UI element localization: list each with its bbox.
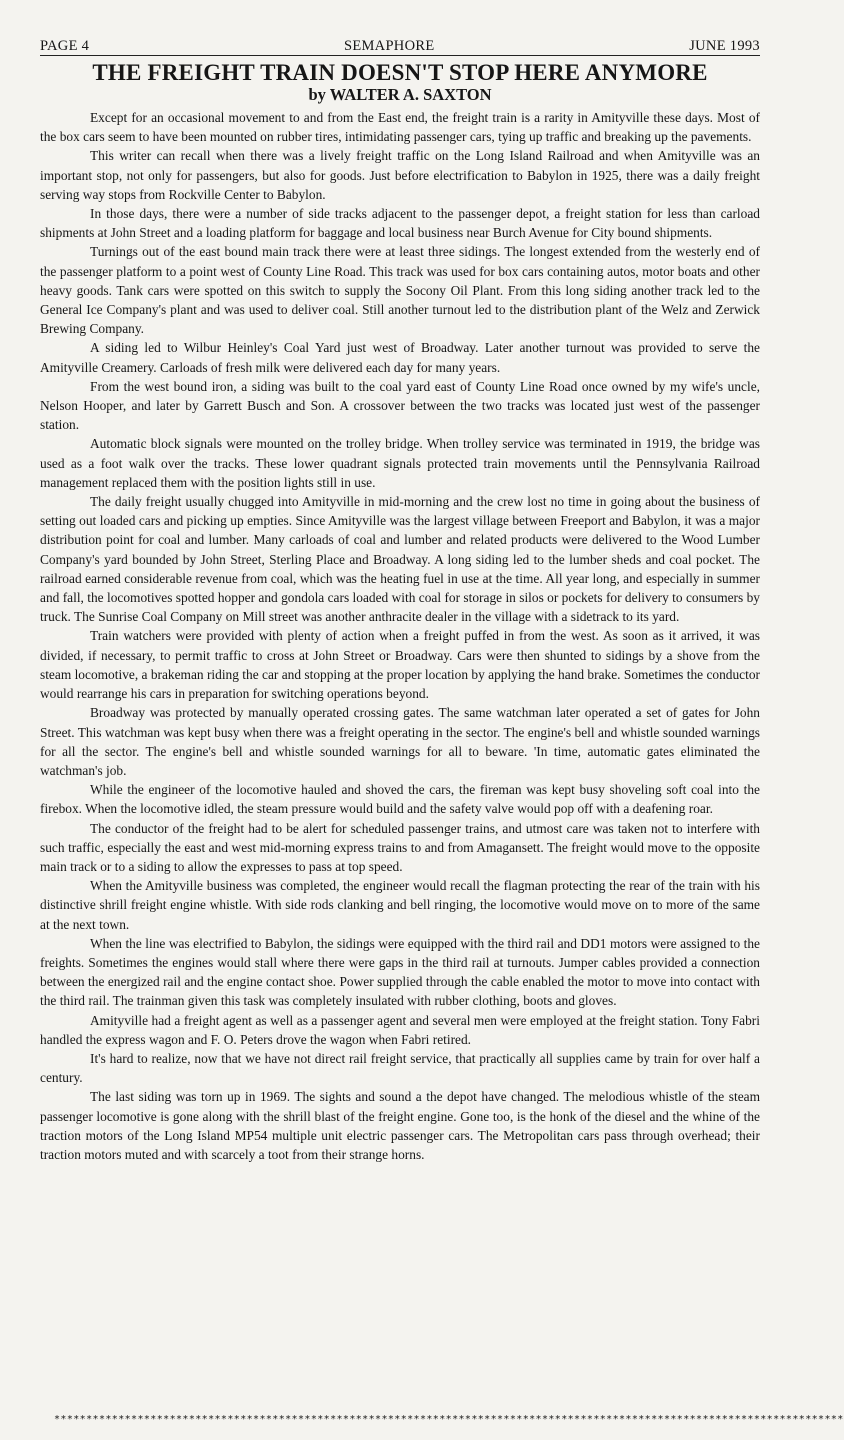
paragraph: Turnings out of the east bound main track there were at least three sidings. The longest extended from the westerly end of the passenger platform to a point west of County Line Road. This track was used for box cars containing autos, motor boats and other heavy goods. Tank cars were spotted on this switch to supply the Socony Oil Plant. From this long siding another track led to the General Ice Company's plant and was used to deliver coal. Still another turnout led to the distribution plant of the Welz and Zerwick Brewing Company. <box>40 244 760 337</box>
paragraph: When the Amityville business was completed, the engineer would recall the flagman protecting the rear of the train with his distinctive shrill freight engine whistle. With side rods clanking and bell ringing, the locomotive would move on to more of the same at the next town. <box>40 878 760 932</box>
paragraph: The last siding was torn up in 1969. The sights and sound a the depot have changed. The melodious whistle of the steam passenger locomotive is gone along with the shrill blast of the freight engine. Gone too, is the honk of the diesel and the whine of the traction motors of the Long Island MP54 multiple unit electric passenger cars. The Metropolitan cars pass through overhead; their traction motors muted and with scarcely a toot from their strange horns. <box>40 1089 760 1162</box>
paragraph: While the engineer of the locomotive hauled and shoved the cars, the fireman was kept busy shoveling soft coal into the firebox. When the locomotive idled, the steam pressure would build and the safety valve would pop off with a deafening roar. <box>40 782 760 817</box>
paragraph: It's hard to realize, now that we have not direct rail freight service, that practically all supplies came by train for over half a century. <box>40 1050 760 1086</box>
paragraph: The daily freight usually chugged into Amityville in mid-morning and the crew lost no time in going about the business of setting out loaded cars and picking up empties. Since Amityville was the largest village between Freeport and Babylon, it was a major distribution point for coal and lumber. Many carloads of coal and lumber and related products were delivered to the Wood Lumber Company's yard bounded by John Street, Sterling Place and Broadway. A long siding led to the lumber sheds and coal pocket. The railroad earned considerable revenue from coal, which was the heating fuel in use at the time. All year long, and especially in summer and fall, the locomotives spotted hopper and gondola cars loaded with coal for storage in silos or pockets for delivery to consumers by truck. The Sunrise Coal Company on Mill street was another anthracite dealer in the village with a sidetrack to its yard. <box>40 494 760 625</box>
paragraph: In those days, there were a number of side tracks adjacent to the passenger depot, a freight station for less than carload shipments at John Street and a loading platform for baggage and local business near Burch Avenue for City bound shipments. <box>40 206 760 241</box>
article-body <box>40 108 760 1164</box>
paragraph: Automatic block signals were mounted on the trolley bridge. When trolley service was terminated in 1919, the bridge was used as a foot walk over the tracks. These lower quadrant signals protected train movements until the Pennsylvania Railroad management replaced them with the position lights still in use. <box>40 436 760 490</box>
paragraph: Train watchers were provided with plenty of action when a freight puffed in from the west. As soon as it arrived, it was divided, if necessary, to permit traffic to cross at John Street or Broadway. Cars were then shunted to sidings by a shove from the steam locomotive, a brakeman riding the car and stopping at the proper location by applying the hand brake. Sometimes the conductor would rearrange his cars in preparation for switching operations beyond. <box>40 628 760 702</box>
paragraph: Except for an occasional movement to and from the East end, the freight train is a rarity in Amityville these days. Most of the box cars seem to have been mounted on rubber tires, intimidating passenger cars, tying up traffic and breaking up the pavements. <box>40 110 760 145</box>
paragraph: From the west bound iron, a siding was built to the coal yard east of County Line Road once owned by my wife's uncle, Nelson Hooper, and later by Garrett Busch and Son. A crossover between the two tracks was located just west of the passenger station. <box>40 378 760 433</box>
running-header <box>40 38 760 56</box>
paragraph: This writer can recall when there was a lively freight traffic on the Long Island Railroad and when Amityville was an important stop, not only for passengers, but also for goods. Just before electrification to Babylon in 1925, there was a daily freight serving way stops from Rockville Center to Babylon. <box>40 148 760 202</box>
page-number: PAGE 4 <box>40 38 90 54</box>
newsletter-name: SEMAPHORE <box>343 38 435 54</box>
issue-date: JUNE 1993 <box>689 38 760 54</box>
paragraph: The conductor of the freight had to be alert for scheduled passenger trains, and utmost care was taken not to interfere with such traffic, especially the east and west mid-morning express trains to and from Amagansett. The freight would move to the opposite main track or to a siding to allow the expresses to pass at top speed. <box>40 820 760 874</box>
article-byline: by WALTER A. SAXTON <box>308 85 492 104</box>
paragraph: Amityville had a freight agent as well as a passenger agent and several men were employed at the freight station. Tony Fabri handled the express wagon and F. O. Peters drove the wagon when Fabri retired. <box>40 1012 760 1047</box>
paragraph: A siding led to Wilbur Heinley's Coal Yard just west of Broadway. Later another turnout was provided to serve the Amityville Creamery. Carloads of fresh milk were delivered each day for many years. <box>40 340 760 375</box>
paragraph: When the line was electrified to Babylon, the sidings were equipped with the third rail and DD1 motors were assigned to the freights. Sometimes the engines would stall where there were gaps in the third rail at turnouts. Jumper cables provided a connection between the energized rail and the engine contact shoe. Power supplied through the cable enabled the motor to move into contact with the third rail. The trainman given this task was completely insulated with rubber clothing, boots and gloves. <box>40 935 760 1009</box>
article-title: THE FREIGHT TRAIN DOESN'T STOP HERE ANYMORE <box>92 60 708 85</box>
footer-star-rule: *************************************************************************************************************************** <box>54 1414 844 1425</box>
paragraph: Broadway was protected by manually operated crossing gates. The same watchman later operated a set of gates for John Street. This watchman was kept busy when there was a freight operating in the sector. The engine's bell and whistle sounded warnings for all the sector. The engine's bell and whistle sounded warnings for all to beware. 'In time, automatic gates eliminated the watchman's job. <box>40 705 760 778</box>
